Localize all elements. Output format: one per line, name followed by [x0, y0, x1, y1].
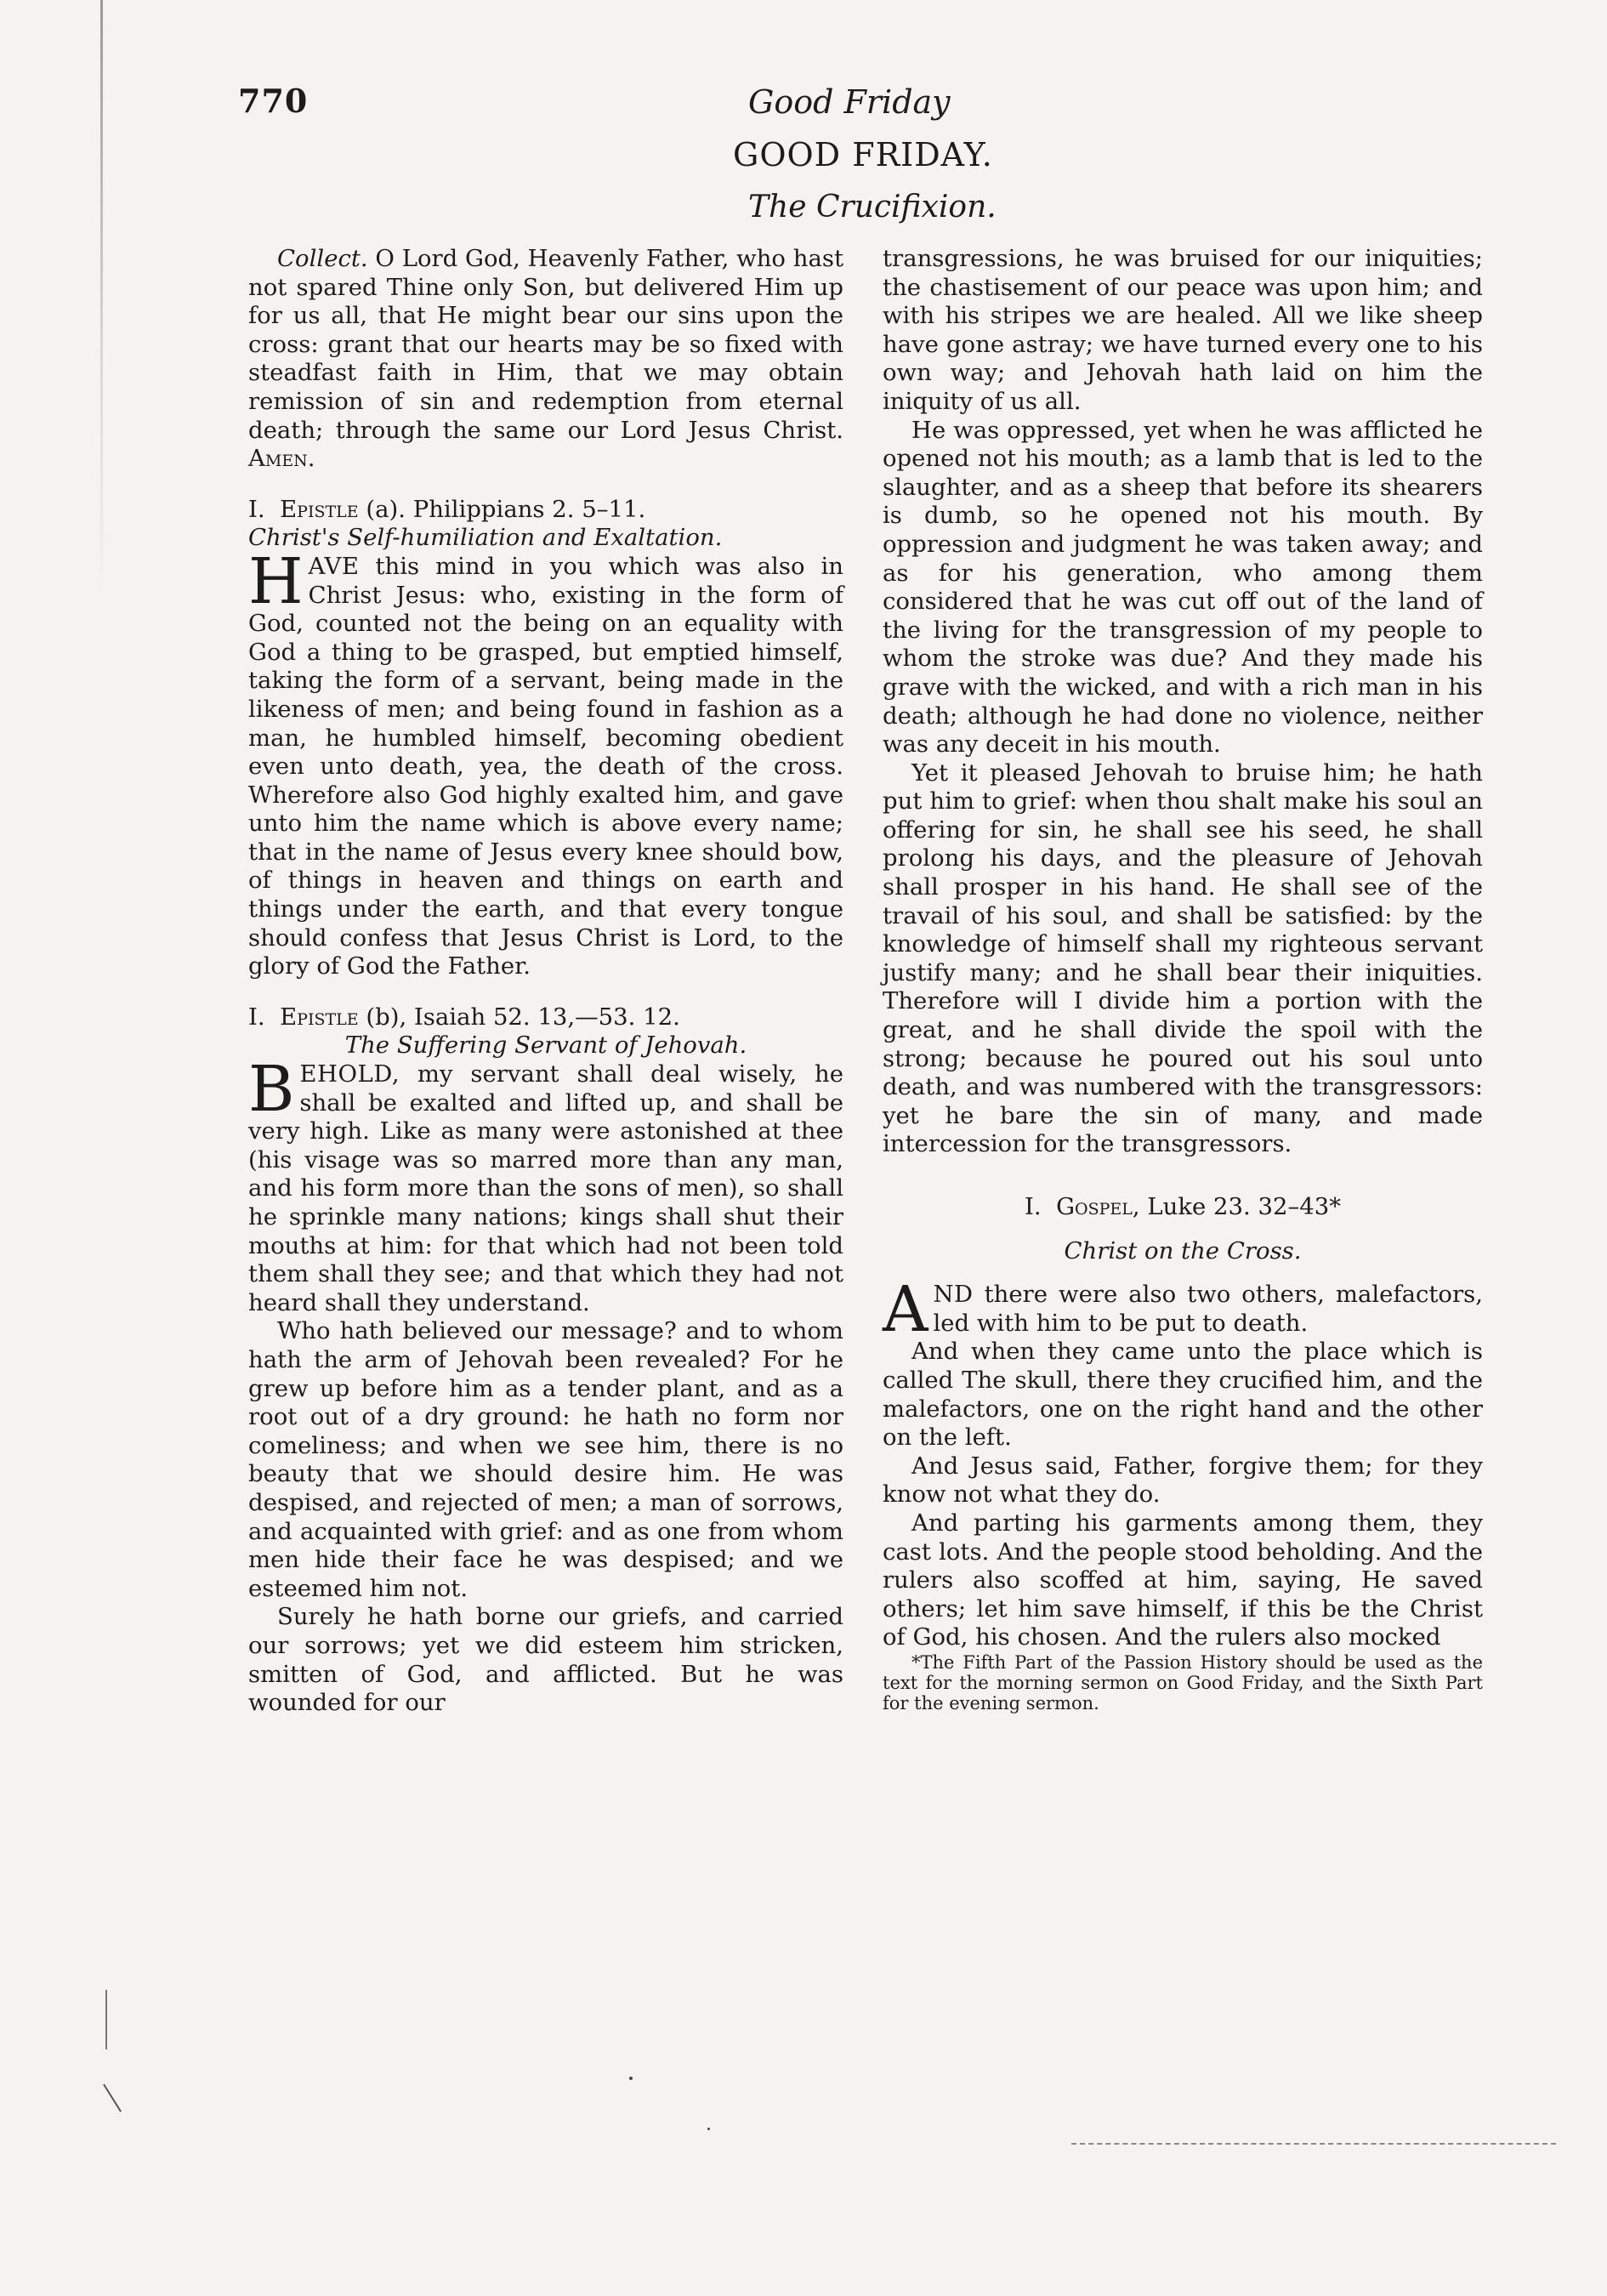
collect-label: Collect.	[277, 245, 368, 272]
epistle-a-subtitle: Christ's Self-humiliation and Exaltation.	[248, 524, 723, 552]
gospel-paragraph-1	[883, 1273, 1483, 1347]
epistle-a-lead: AVE	[308, 552, 360, 580]
gospel-subtitle: Christ on the Cross.	[1064, 1236, 1302, 1265]
epistle-b-reference: (b), Isaiah 52. 13,—53. 12.	[358, 1003, 680, 1031]
section-subtitle: The Crucifixion.	[748, 190, 997, 224]
epistle-a-text	[248, 544, 843, 981]
scan-page-edge-mark	[105, 1990, 107, 2049]
right-column	[883, 245, 1483, 1713]
collect-amen: Amen.	[248, 445, 315, 473]
gospel-heading	[883, 1193, 1483, 1222]
scan-footer-rule	[1071, 2143, 1556, 2145]
epistle-a-body: this mind in you which was also in Christ Jesus: who, existing in the form of God, counted not the being on an equality with God a thing to be grasped, but emptied himself, taking the form of a servant, being made in the likeness of men; and being found in fashion as a man, he humbled himself, becoming obedient even unto death, yea, the death of the cross. Wherefore also God highly exalted him, and gave unto him the name which is above every name; that in the name of Jesus every knee should bow, of things in heaven and things on earth and things under the earth, and that every tongue should confess that Jesus Christ is Lord, to the glory of God the Father.	[248, 552, 843, 980]
epistle-a-label: Epistle	[280, 495, 359, 523]
epistle-b-heading	[248, 1003, 843, 1032]
epistle-b-numeral: I.	[248, 1003, 265, 1031]
collect-paragraph	[248, 245, 843, 474]
running-head: Good Friday	[748, 83, 951, 121]
scan-page-edge-curl	[103, 2083, 122, 2111]
collect-text: O Lord God, Heavenly Father, who hast not spared Thine only Son, but delivered Him up for us all, that He might bear our sins upon the cross: grant that our hearts may be so fixed with steadfast faith in Him, that we may obtain remission of sin and redemption from eternal death; through the same our Lord Jesus Christ.	[248, 245, 843, 444]
epistle-a-dropcap: H	[248, 544, 304, 618]
epistle-b-body-1: my servant shall deal wisely, he shall be exalted and lifted up, and shall be very high. Like as many were astonished at thee (his visage was so marred more than any man, and his form more than the sons of men), so shall he sprinkle many nations; kings shall shut their mouths at him: for that which had not been told them shall they see; and that which they had not heard shall they understand.	[248, 1060, 843, 1316]
epistle-b-paragraph-4: He was oppressed, yet when he was afflicted he opened not his mouth; as a lamb that is led to the slaughter, and as a sheep that before its shearers is dumb, so he opened not his mouth. By oppression and judgment he was taken away; and as for his generation, who among them considered that he was cut off out of the land of the living for the transgression of my people to whom the stroke was due? And they made his grave with the wicked, and with a rich man in his death; although he had done no violence, neither was any deceit in his mouth.	[883, 416, 1483, 759]
scan-page-edge	[100, 0, 103, 595]
epistle-a-numeral: I.	[248, 495, 265, 523]
scan-speck	[629, 2077, 633, 2080]
gospel-body-1: there were also two others, malefactors, led with him to be put to death.	[933, 1281, 1483, 1337]
gospel-paragraph-2: And when they came unto the place which is called The skull, there they crucified him, and the malefactors, one on the right hand and the other on the left.	[883, 1338, 1483, 1452]
footnote: *The Fifth Part of the Passion History should be used as the text for the morning sermon on Good Friday, and the Sixth Part for the evening sermon.	[883, 1651, 1483, 1713]
gospel-dropcap: A	[883, 1273, 928, 1347]
epistle-a-reference: (a). Philippians 2. 5–11.	[358, 495, 646, 523]
epistle-b-subtitle: The Suffering Servant of Jehovah.	[344, 1031, 747, 1060]
page-number: 770	[238, 82, 309, 120]
epistle-b-label: Epistle	[280, 1003, 359, 1031]
epistle-b-paragraph-3: Surely he hath borne our griefs, and carried our sorrows; yet we did esteem him stricken, smitten of God, and afflicted. But he was wounded for our	[248, 1603, 843, 1717]
gospel-label: Gospel	[1056, 1193, 1133, 1220]
scan-speck	[707, 2128, 710, 2130]
epistle-a-heading	[248, 496, 843, 525]
gospel-paragraph-4: And parting his garments among them, they cast lots. And the people stood beholding. And the rulers also scoffed at him, saying, He saved others; let him save himself, if this be the Christ of God, his chosen. And the rulers also mocked	[883, 1509, 1483, 1651]
epistle-b-paragraph-5: Yet it pleased Jehovah to bruise him; he hath put him to grief: when thou shalt make his soul an offering for sin, he shall see his seed, he shall prolong his days, and the pleasure of Jehovah shall prosper in his hand. He shall see of the travail of his soul, and shall be satisfied: by the knowledge of himself shall my righteous servant justify many; and he shall bear their iniquities. Therefore will I divide him a portion with the great, and he shall divide the spoil with the strong; because he poured out his soul unto death, and was numbered with the transgressors: yet he bare the sin of many, and made intercession for the transgressors.	[883, 759, 1483, 1158]
epistle-b-paragraph-1	[248, 1053, 843, 1317]
epistle-b-paragraph-2: Who hath believed our message? and to whom hath the arm of Jehovah been revealed? For he grew up before him as a tender plant, and as a root out of a dry ground: he hath no form nor comeliness; and when we see him, there is no beauty that we should desire him. He was despised, and rejected of men; a man of sorrows, and acquainted with grief: and as one from whom men hide their face he was despised; and we esteemed him not.	[248, 1317, 843, 1602]
epistle-b-lead: EHOLD,	[299, 1060, 400, 1088]
epistle-b-dropcap: B	[248, 1053, 295, 1127]
gospel-reference: , Luke 23. 32–43*	[1132, 1193, 1342, 1220]
gospel-numeral: I.	[1024, 1193, 1042, 1220]
gospel-lead: ND	[933, 1281, 974, 1309]
gospel-paragraph-3: And Jesus said, Father, forgive them; for they know not what they do.	[883, 1452, 1483, 1509]
epistle-b-paragraph-3-continued: transgressions, he was bruised for our iniquities; the chastisement of our peace was upon him; and with his stripes we are healed. All we like sheep have gone astray; we have turned every one to his own way; and Jehovah hath laid on him the iniquity of us all.	[883, 245, 1483, 415]
section-title: GOOD FRIDAY.	[733, 136, 993, 173]
left-column	[248, 245, 843, 1718]
